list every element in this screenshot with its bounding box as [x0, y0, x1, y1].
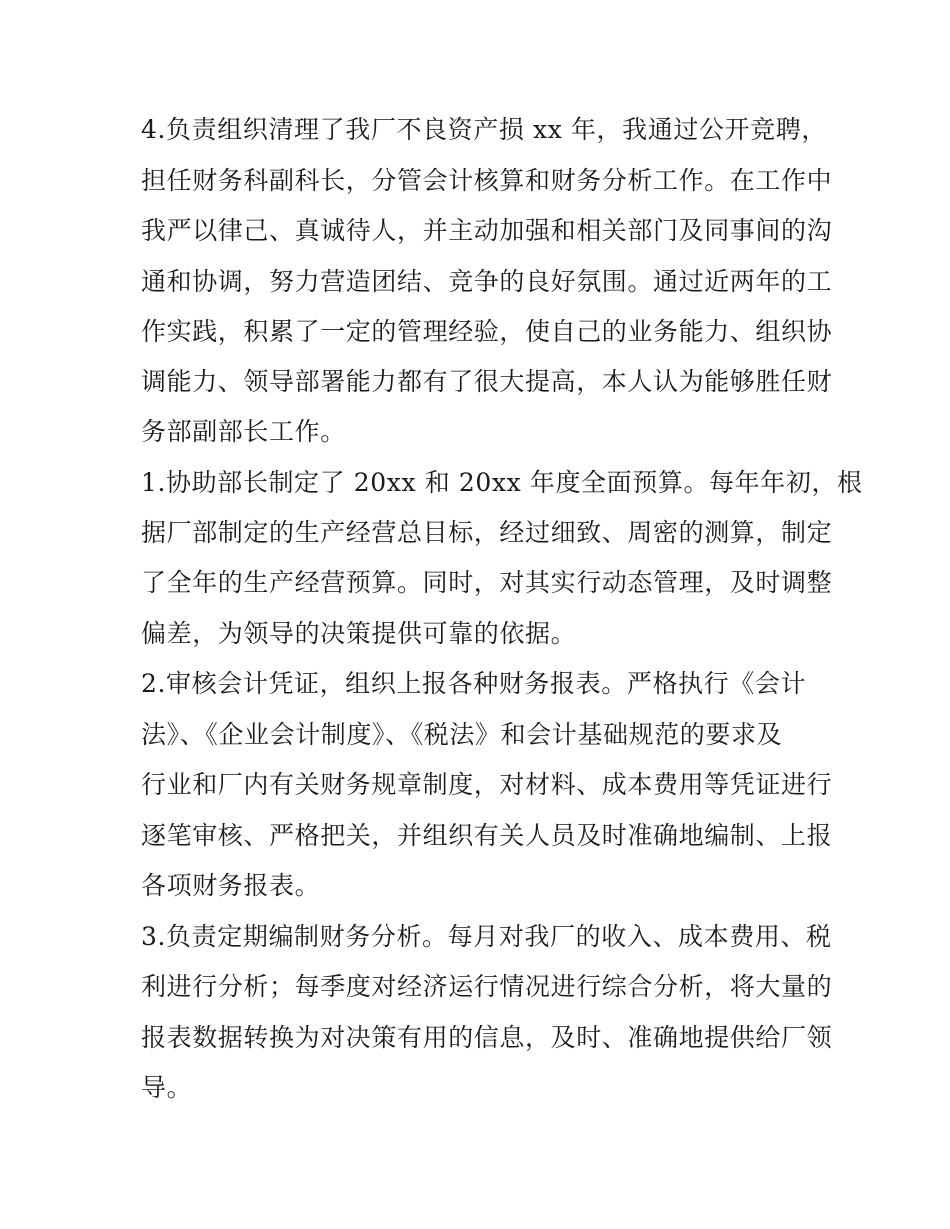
- text-line: 3.负责定期编制财务分析。每月对我厂的收入、成本费用、税: [141, 922, 832, 951]
- text-line: 报表数据转换为对决策有用的信息，及时、准确地提供给厂领: [141, 1023, 833, 1052]
- text-line: 4.负责组织清理了我厂不良资产损 xx 年，我通过公开竞聘，: [141, 115, 827, 144]
- text-line: 我严以律己、真诚待人，并主动加强和相关部门及同事间的沟: [141, 216, 833, 245]
- text-line: 利进行分析；每季度对经济运行情况进行综合分析，将大量的: [141, 972, 833, 1001]
- text-line: 导。: [141, 1073, 193, 1102]
- text-line: 偏差，为领导的决策提供可靠的依据。: [141, 619, 577, 648]
- text-line: 担任财务科副科长，分管会计核算和财务分析工作。在工作中: [141, 166, 833, 195]
- text-line: 务部副部长工作。: [141, 417, 346, 446]
- text-line: 了全年的生产经营预算。同时，对其实行动态管理，及时调整: [141, 568, 833, 597]
- text-line: 2.审核会计凭证，组织上报各种财务报表。严格执行《会计: [141, 669, 807, 698]
- text-line: 据厂部制定的生产经营总目标，经过细致、周密的测算，制定: [141, 518, 833, 547]
- text-line: 法》、《企业会计制度》、《税法》和会计基础规范的要求及: [141, 720, 783, 749]
- text-line: 逐笔审核、严格把关，并组织有关人员及时准确地编制、上报: [141, 821, 833, 850]
- text-line: 作实践，积累了一定的管理经验，使自己的业务能力、组织协: [141, 317, 833, 346]
- text-line: 各项财务报表。: [141, 871, 321, 900]
- text-line: 调能力、领导部署能力都有了很大提高，本人认为能够胜任财: [141, 367, 833, 396]
- text-line: 行业和厂内有关财务规章制度，对材料、成本费用等凭证进行: [141, 770, 833, 799]
- text-line: 通和协调，努力营造团结、竞争的良好氛围。通过近两年的工: [141, 267, 833, 296]
- text-line: 1.协助部长制定了 20xx 和 20xx 年度全面预算。每年年初，根: [141, 468, 863, 497]
